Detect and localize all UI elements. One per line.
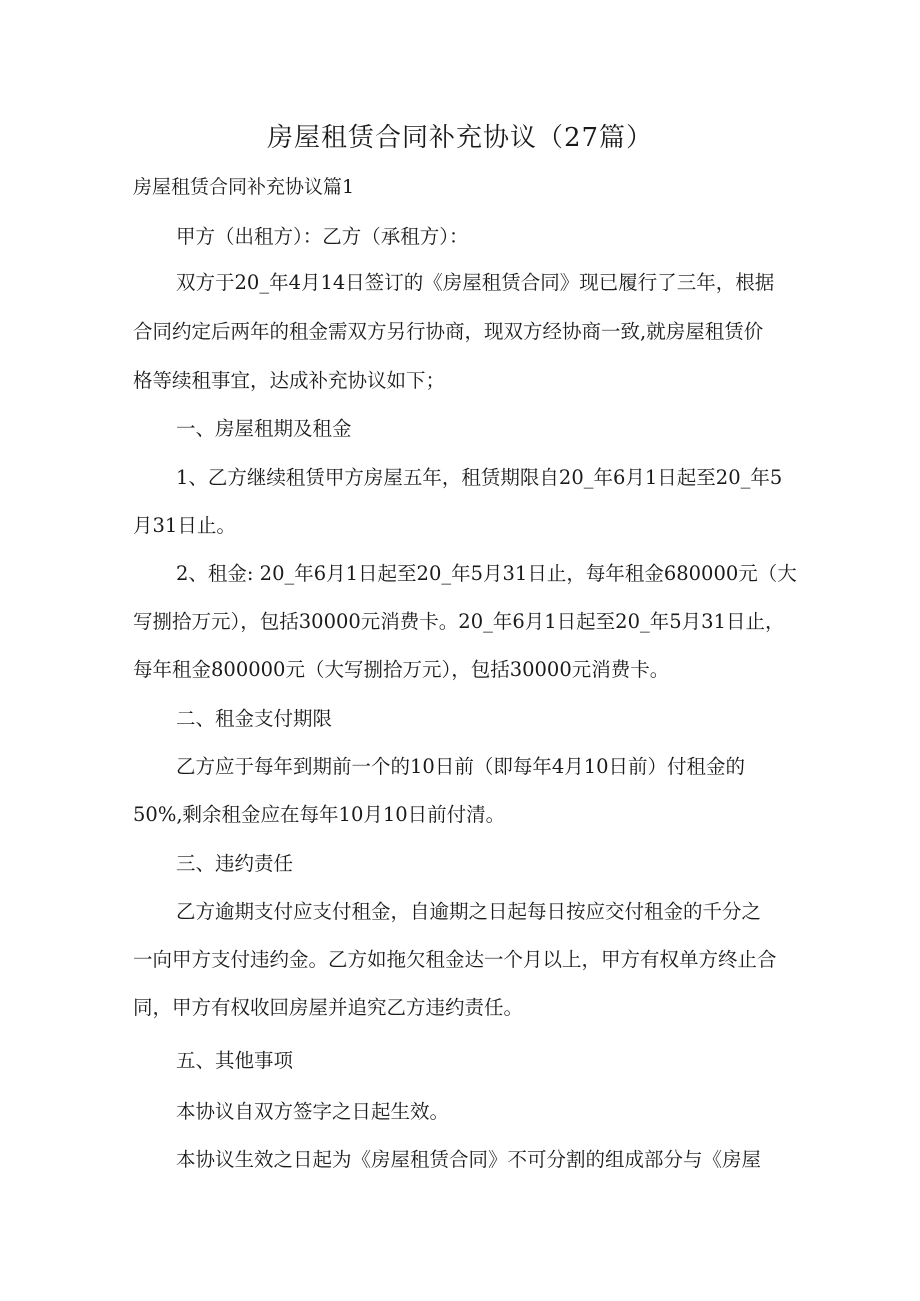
paragraph-line: 乙方应于每年到期前一个的10日前（即每年4月10日前）付租金的 [176, 755, 746, 778]
paragraph-line: 乙方逾期支付应支付租金，自逾期之日起每日按应交付租金的千分之 [176, 900, 762, 923]
paragraph-line: 50%,剩余租金应在每年10月10日前付清。 [133, 803, 506, 826]
paragraph-line: 一向甲方支付违约金。乙方如拖欠租金达一个月以上，甲方有权单方终止合 [133, 948, 777, 971]
section-subtitle: 房屋租赁合同补充协议篇1 [133, 176, 355, 198]
section-heading: 一、房屋租期及租金 [176, 417, 352, 440]
paragraph-line: 合同约定后两年的租金需双方另行协商，现双方经协商一致,就房屋租赁价 [133, 320, 764, 343]
paragraph-line: 月31日止。 [133, 514, 236, 537]
section-heading: 三、违约责任 [176, 852, 294, 875]
paragraph-line: 本协议生效之日起为《房屋租赁合同》不可分割的组成部分与《房屋 [176, 1148, 762, 1171]
paragraph-line: 格等续租事宜，达成补充协议如下； [133, 369, 446, 392]
document-title: 房屋租赁合同补充协议（27篇） [266, 123, 654, 153]
paragraph-line: 1、乙方继续租赁甲方房屋五年，租赁期限自20_年6月1日起至20_年5 [176, 466, 783, 489]
paragraph-line: 双方于20_年4月14日签订的《房屋租赁合同》现已履行了三年，根据 [176, 271, 775, 294]
paragraph-line: 写捌拾万元），包括30000元消费卡。20_年6月1日起至20_年5月31日止， [133, 610, 785, 633]
paragraph-line: 2、租金: 20_年6月1日起至20_年5月31日止，每年租金680000元（大 [176, 562, 797, 585]
paragraph-line: 每年租金800000元（大写捌拾万元），包括30000元消费卡。 [133, 658, 670, 681]
paragraph-line: 本协议自双方签字之日起生效。 [176, 1100, 450, 1123]
party-line: 甲方（出租方）：乙方（承租方）： [176, 225, 469, 248]
paragraph-line: 同，甲方有权收回房屋并追究乙方违约责任。 [133, 996, 524, 1019]
section-heading: 五、其他事项 [176, 1049, 294, 1072]
section-heading: 二、租金支付期限 [176, 707, 333, 730]
